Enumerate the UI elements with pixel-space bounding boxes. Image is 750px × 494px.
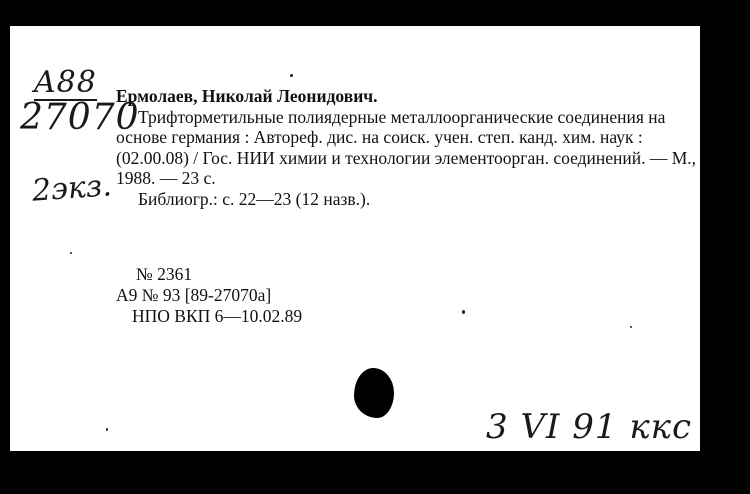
- dust-speck: [462, 310, 465, 314]
- dust-speck: [70, 252, 72, 254]
- accession-line: А9 № 93 [89-27070а]: [116, 285, 272, 305]
- bibliography-note: Библиогр.: с. 22—23 (12 назв.).: [138, 188, 371, 209]
- punch-hole: [354, 368, 394, 418]
- bibliographic-entry: [116, 86, 698, 209]
- copies-note: 2экз.: [30, 168, 113, 209]
- registration-number: № 2361: [136, 264, 193, 284]
- dust-speck: [106, 428, 108, 431]
- call-number-top: A88: [34, 65, 97, 100]
- registration-block: [116, 264, 302, 327]
- title-description: Трифторметильные полиядерные металлоорганические соединения на основе германия : Автореф. дис. на соиск. учен. степ. канд. хим. наук : (02.00.08) / Гос. НИИ химии и технологии элементоорган. соединений. — М., 1988. — 23 с.: [116, 106, 697, 188]
- handwritten-stamp-note: 3 VI 91 ккс: [486, 407, 692, 447]
- dust-speck: [630, 326, 632, 328]
- call-number-bottom: 27070: [20, 97, 140, 138]
- author-heading: Ермолаев, Николай Леонидович.: [116, 86, 378, 106]
- agency-date-line: НПО ВКП 6—10.02.89: [132, 306, 303, 326]
- dust-speck: [290, 74, 293, 77]
- catalog-card: [10, 26, 700, 451]
